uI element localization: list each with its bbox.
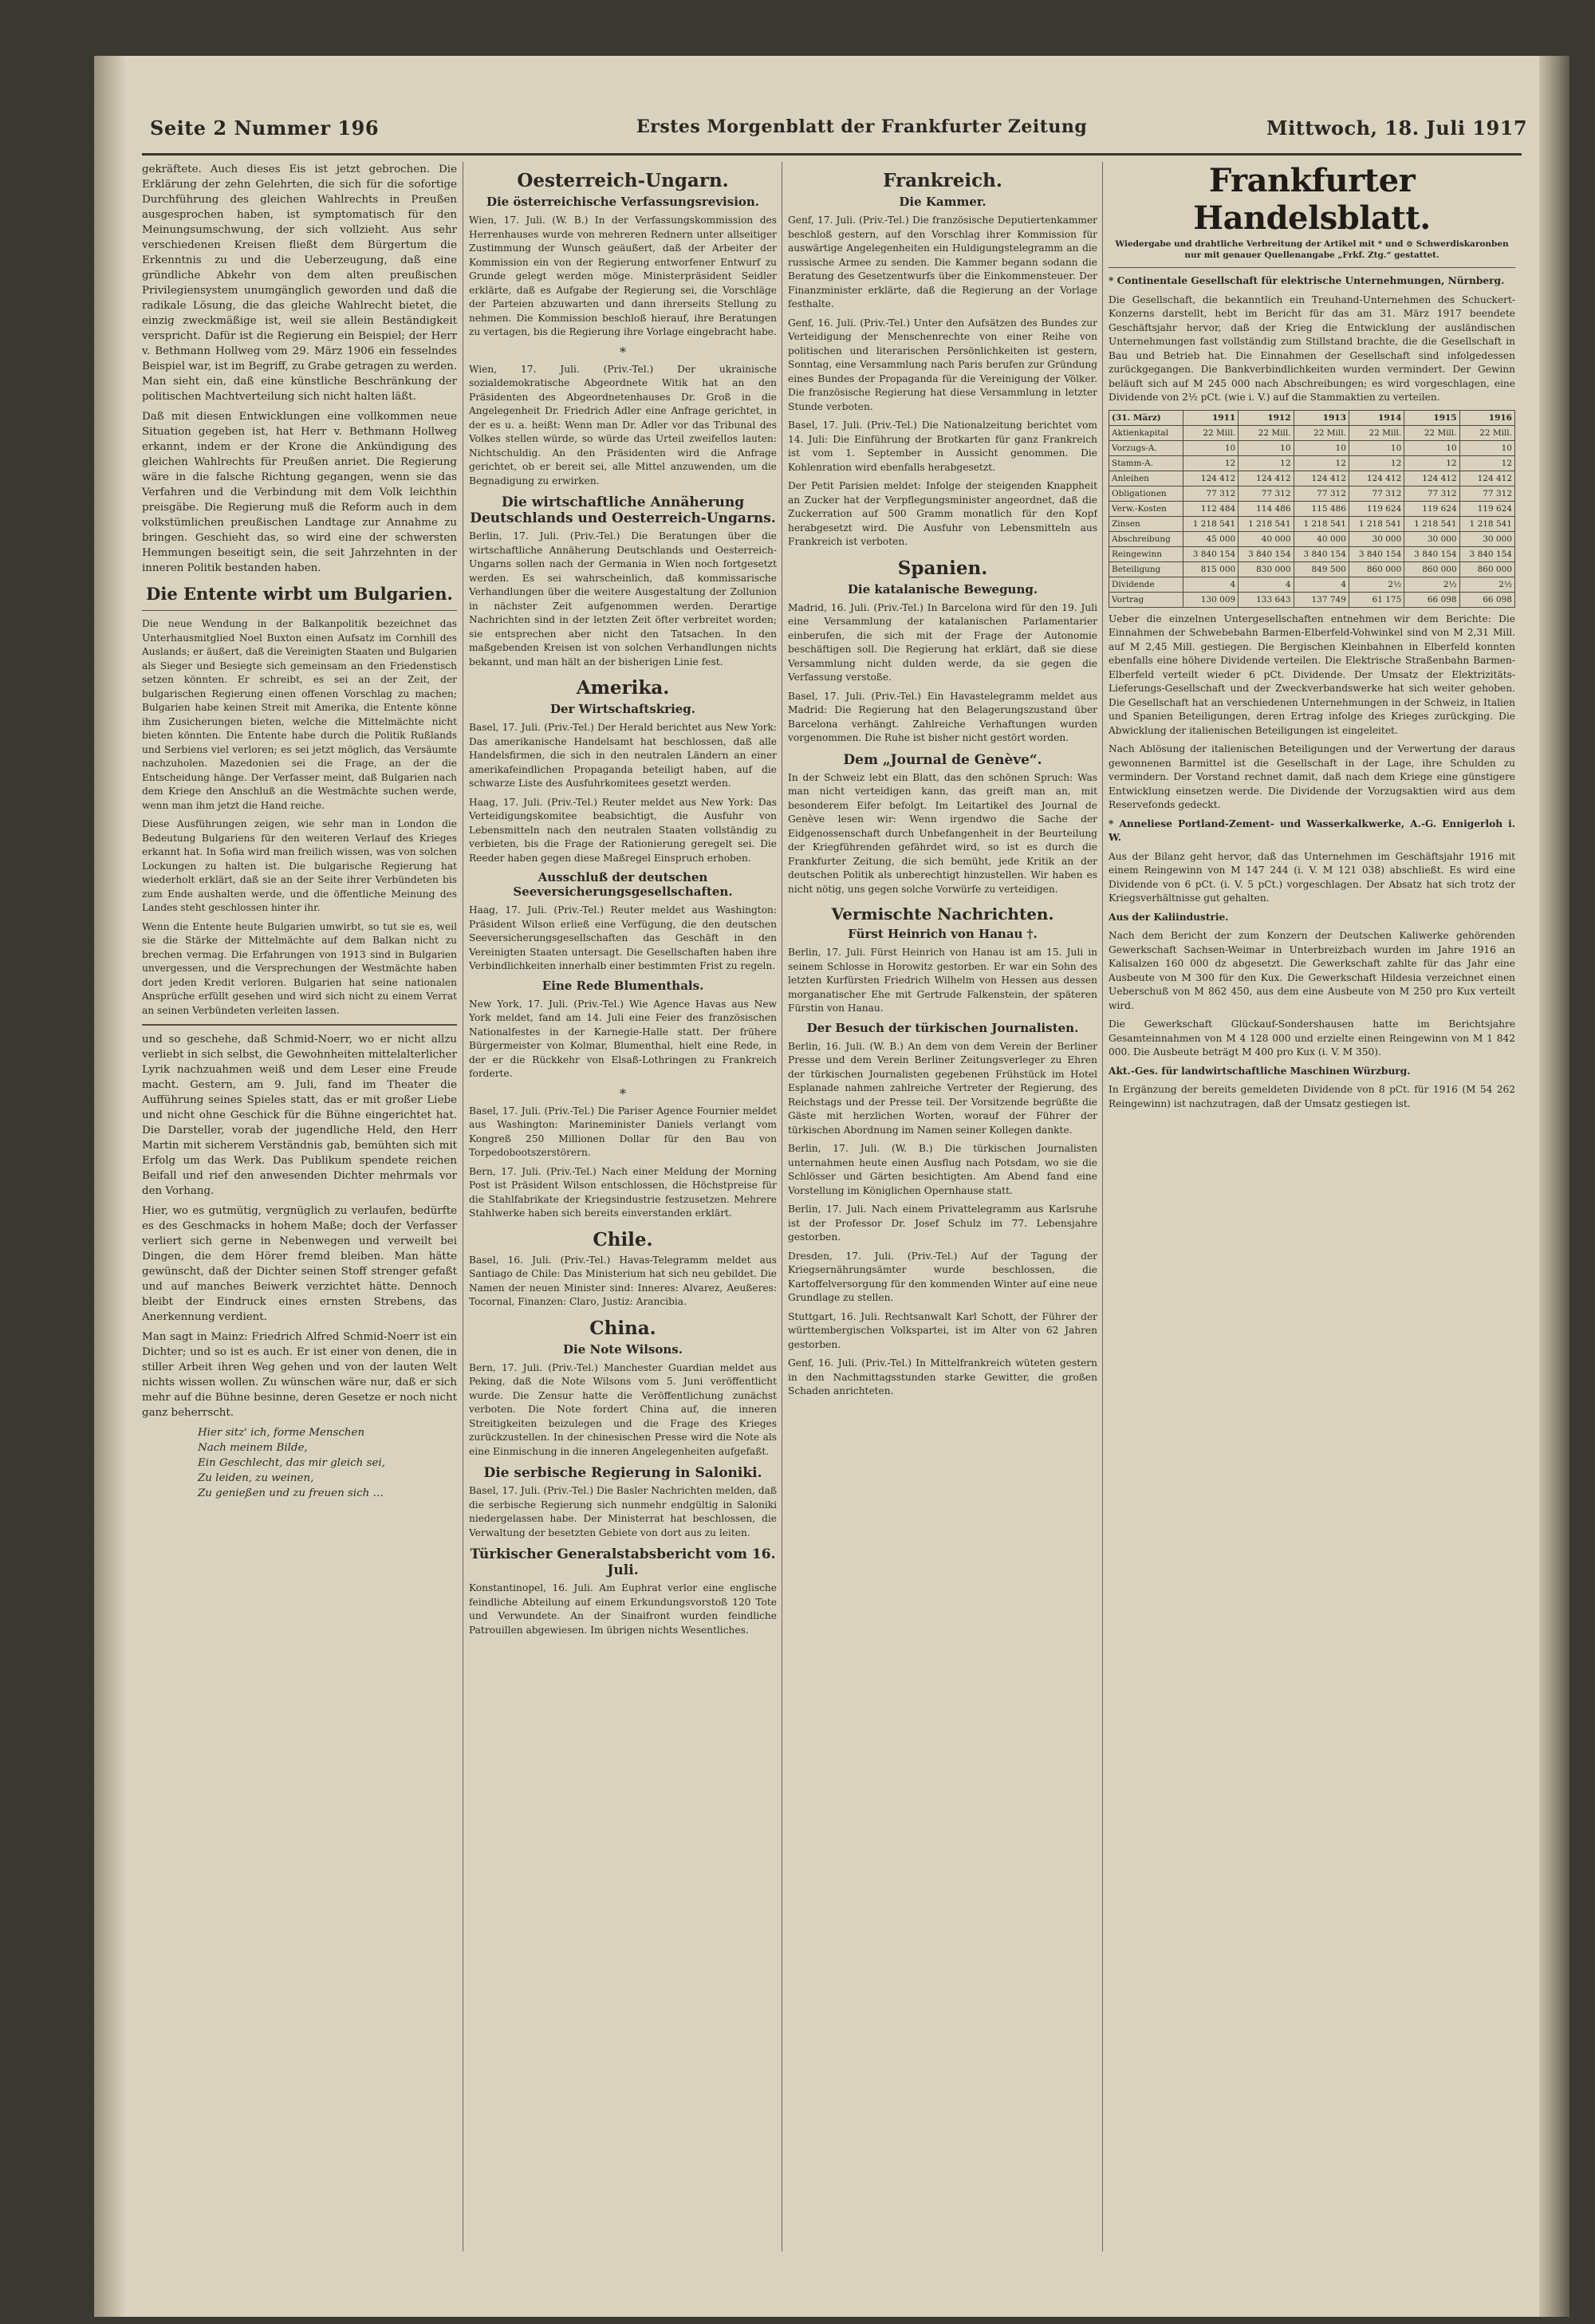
section-heading: Vermischte Nachrichten.: [831, 904, 1054, 924]
header-right: Mittwoch, 18. Juli 1917: [1266, 116, 1528, 140]
table-cell: 114 486: [1239, 501, 1294, 516]
page-edge: [1539, 56, 1569, 2317]
table-cell: 4: [1183, 577, 1238, 592]
table-cell: 4: [1294, 577, 1349, 592]
handelsblatt-title: Frankfurter Handelsblatt.: [1193, 162, 1431, 237]
table-row: [1109, 516, 1515, 531]
article-text: gekräftete. Auch dieses Eis ist jetzt gebrochen. Die Erklärung der zehn Gelehrten, die sich für die sofortige Durchführung des gleichen Wahlrechts in Preußen ausgesprochen haben, ist symptomatisch für den Meinungsumschwung, der sich vollzieht. Aus sehr verschiedenen Kreisen fließt dem Bürgertum die Erkenntnis zu und die Ueberzeugung, daß eine gründliche Abkehr von dem alten preußischen Privilegiensystem unumgänglich geworden und daß die radikale Lösung, die das gleiche Wahlrecht bietet, die einzig zweckmäßige ist, weil sie allein Beständigkeit verspricht. Dafür ist die Regierung ein Beispiel; der Herr v. Bethmann Hollweg vom 29. März 1906 ein fesselndes Beispiel war, ist im Begriff, zu Grabe getragen zu werden. Man sieht ein, daß eine künstliche Beschränkung der politischen Machtverteilung sich nicht halten läßt.: [142, 163, 457, 403]
feuilleton-text: Man sagt in Mainz: Friedrich Alfred Schmid-Noerr ist ein Dichter; und so ist es auch. Er ist einer von denen, die in stiller Arbeit ihren Weg gehen und von der lauten Welt nichts wissen wollen. Zu wünschen wäre nur, daß er sich mehr auf die Bühne besinne, deren Gesetze er noch nicht ganz beherrscht.: [142, 1331, 457, 1419]
table-cell: 124 412: [1459, 471, 1514, 486]
table-cell: 1 218 541: [1459, 516, 1514, 531]
table-cell: 130 009: [1183, 592, 1238, 607]
header-left: Seite 2 Nummer 196: [150, 116, 380, 140]
article-text: New York, 17. Juli. (Priv.-Tel.) Wie Agence Havas aus New York meldet, fand am 14. Juli eine Feier des französischen Nationalfestes in der Karnegie-Halle statt. Der frühere Bürgermeister von Kolmar, Blumenthal, hielt eine Rede, in der er die Rückkehr von Elsaß-Lothringen zu Frankreich forderte.: [469, 998, 777, 1079]
table-cell: 830 000: [1239, 561, 1294, 577]
article-text: Aus der Bilanz geht hervor, daß das Unternehmen im Geschäftsjahr 1916 mit einem Reingewinn von M 147 244 (i. V. M 121 038) abschließt. Es wird eine Dividende von 6 pCt. (i. V. 5 pCt.) vorgeschlagen. Der Absatz hat sich trotz der Kriegsverhältnisse gut gehalten.: [1109, 850, 1515, 904]
article-text: Basel, 17. Juli. (Priv.-Tel.) Die Basler Nachrichten melden, daß die serbische Regierung sich nunmehr endgültig in Saloniki niedergelassen habe. Der Ministerrat hat beschlossen, die Verwaltung der besetzten Gebiete von dort aus zu leiten.: [469, 1485, 777, 1538]
table-cell: 40 000: [1294, 531, 1349, 546]
article-text: Die Gewerkschaft Glückauf-Sondershausen hatte im Berichtsjahre Gesamteinnahmen von M 4 128 000 und erzielte einen Reingewinn von M 1 842 000. Die Ausbeute beträgt M 400 pro Kux (i. V. M 350).: [1109, 1018, 1515, 1058]
table-cell: 22 Mill.: [1294, 425, 1349, 440]
subheading: Fürst Heinrich von Hanau †.: [848, 927, 1038, 941]
table-cell: 10: [1404, 440, 1459, 455]
table-cell: Vortrag: [1109, 592, 1183, 607]
table-cell: 77 312: [1404, 486, 1459, 501]
article-text: Berlin, 17. Juli. Nach einem Privattelegramm aus Karlsruhe ist der Professor Dr. Josef Schulz im 77. Lebensjahre gestorben.: [788, 1203, 1097, 1243]
table-cell: 119 624: [1404, 501, 1459, 516]
table-cell: 860 000: [1459, 561, 1514, 577]
subheading: Der Wirtschaftskrieg.: [549, 702, 696, 716]
table-row: [1109, 425, 1515, 440]
table-header-cell: (31. März): [1109, 410, 1183, 425]
article-text: Stuttgart, 16. Juli. Rechtsanwalt Karl Schott, der Führer der württembergischen Volkspartei, ist im Alter von 62 Jahren gestorben.: [788, 1310, 1097, 1350]
table-cell: 2½: [1459, 577, 1514, 592]
article-text: Die Gesellschaft, die bekanntlich ein Treuhand-Unternehmen des Schuckert-Konzerns darstellt, hebt im Bericht für das am 31. März 1917 beendete Geschäftsjahr hervor, daß der Krieg die Entwicklung der ausländischen Unternehmungen fast vollständig zum Stillstand brachte, die die Gesellschaft in Bau und Betrieb hat. Die Einnahmen der Gesellschaft sind infolgedessen zurückgegangen. Die Bankverbindlichkeiten wurden vermindert. Der Gewinn beläuft sich auf M 245 000 nach Abschreibungen; es wird vorgeschlagen, eine Dividende von 2½ pCt. (wie i. V.) auf die Stammaktien zu verteilen.: [1109, 293, 1515, 403]
table-cell: 124 412: [1183, 471, 1238, 486]
article-text: Basel, 17. Juli. (Priv.-Tel.) Die Nationalzeitung berichtet vom 14. Juli: Die Einführung der Brotkarten für ganz Frankreich ist vom 1. September in Aussicht genommen. Die Kohlenration wird ebenfalls herabgesetzt.: [788, 420, 1097, 473]
article-text: Ueber die einzelnen Untergesellschaften entnehmen wir dem Berichte: Die Einnahmen der Schwebebahn Barmen-Elberfeld-Vohwinkel sind von M 2,31 Mill. auf M 2,45 Mill. gestiegen. Die Bergischen Kleinbahnen in Elberfeld konnten ebenfalls eine höhere Dividende verteilen. Die Elektrische Straßenbahn Barmen-Elberfeld verteilt wieder 6 pCt. Dividende. Der Umsatz der Elektrizitäts-Lieferungs-Gesellschaft und der Zweckverbandswerke hat sich weiter gehoben. Die Gesellschaft hat an verschiedenen Unternehmungen in der Schweiz, in Italien und Spanien Beteiligungen, deren Ertrag infolge des Krieges zurückging. Die Abwicklung der italienischen Beteiligungen ist eingeleitet.: [1109, 613, 1515, 736]
table-row: [1109, 501, 1515, 516]
table-cell: 12: [1239, 455, 1294, 471]
table-cell: 3 840 154: [1294, 546, 1349, 561]
table-cell: 77 312: [1349, 486, 1404, 501]
table-cell: 137 749: [1294, 592, 1349, 607]
separator: [142, 610, 457, 611]
feuilleton-text: Hier, wo es gutmütig, vergnüglich zu verlaufen, bedürfte es des Geschmacks in hohem Maße; doch der Verfasser verliert sich gerne in Nebenwegen und verweilt bei Dingen, die dem Hörer fremd bleiben. Man hätte gewünscht, daß der Dichter seinen Stoff strenger gefaßt und auf manches Beiwerk verzichtet hätte. Dennoch bleibt der Eindruck eines ernsten Strebens, das Anerkennung verdient.: [142, 1205, 457, 1323]
article-heading: Die serbische Regierung in Saloniki.: [483, 1465, 762, 1481]
table-cell: 1 218 541: [1404, 516, 1459, 531]
table-row: [1109, 531, 1515, 546]
header-rule: [142, 153, 1522, 156]
table-cell: 77 312: [1239, 486, 1294, 501]
article-text: Diese Ausführungen zeigen, wie sehr man in London die Bedeutung Bulgariens für den weiteren Verlauf des Krieges erkannt hat. In Sofia wird man freilich wissen, was von solchen Lockungen zu halten ist. Die bulgarische Regierung hat wiederholt erklärt, daß sie an der Seite ihrer Verbündeten bis zum Ende aushalten werde, und die öffentliche Meinung des Landes steht geschlossen hinter ihr.: [142, 818, 457, 913]
verse-line: Nach meinem Bilde,: [198, 1442, 308, 1454]
column-4-handelsblatt: [1109, 162, 1515, 2251]
article-text: Haag, 17. Juli. (Priv.-Tel.) Reuter meldet aus Washington: Präsident Wilson erließ eine Verfügung, die den deutschen Seeversicherungsgesellschaften das Geschäft in den Vereinigten Staaten untersagt. Die Gesellschaften haben ihre Verbindlichkeiten innerhalb einer bestimmten Frist zu regeln.: [469, 904, 777, 971]
table-row: [1109, 455, 1515, 471]
table-cell: 1 218 541: [1294, 516, 1349, 531]
table-cell: 66 098: [1404, 592, 1459, 607]
table-cell: 3 840 154: [1349, 546, 1404, 561]
verse-line: Zu leiden, zu weinen,: [198, 1472, 314, 1484]
table-header-cell: 1914: [1349, 410, 1404, 425]
company-heading: * Anneliese Portland-Zement- und Wasserkalkwerke, A.-G. Ennigerloh i. W.: [1109, 817, 1515, 843]
verse-line: Hier sitz' ich, forme Menschen: [198, 1427, 365, 1439]
article-heading: Die wirtschaftliche Annäherung Deutschlands und Oesterreich-Ungarns.: [470, 494, 776, 526]
article-text: Genf, 17. Juli. (Priv.-Tel.) Die französische Deputiertenkammer beschloß gestern, auf den Vorschlag ihrer Kommission für auswärtige Angelegenheiten ein Huldigungstelegramm an die russische Armee zu senden. Die Kammer begann sodann die Beratung des Gesetzentwurfs über die Einkommensteuer. Der Finanzminister erklärte, daß die Regierung an der Vorlage festhalte.: [788, 215, 1097, 309]
table-cell: 2½: [1404, 577, 1459, 592]
table-cell: Vorzugs-A.: [1109, 440, 1183, 455]
verse-line: Zu genießen und zu freuen sich …: [198, 1487, 384, 1499]
divider-star: *: [620, 344, 626, 360]
table-cell: 22 Mill.: [1183, 425, 1238, 440]
table-row: [1109, 561, 1515, 577]
article-text: In Ergänzung der bereits gemeldeten Dividende von 8 pCt. für 1916 (M 54 262 Reingewinn) ist nachzutragen, daß der Umsatz gestiegen ist.: [1109, 1084, 1515, 1109]
table-cell: 1 218 541: [1183, 516, 1238, 531]
table-cell: 124 412: [1239, 471, 1294, 486]
table-cell: 10: [1294, 440, 1349, 455]
article-text: Wenn die Entente heute Bulgarien umwirbt, so tut sie es, weil sie die Stärke der Mittelmächte auf dem Balkan nicht zu brechen vermag. Die Erfahrungen von 1913 sind in Bulgarien unvergessen, und die Versprechungen der Westmächte haben dort jeden Kredit verloren. Bulgarien hat seine nationalen Ansprüche erfüllt gesehen und wird sich nicht zu einem Verrat an seinen Verbündeten verleiten lassen.: [142, 920, 457, 1016]
subheading: Der Besuch der türkischen Journalisten.: [806, 1020, 1079, 1035]
table-cell: Anleihen: [1109, 471, 1183, 486]
table-cell: 124 412: [1404, 471, 1459, 486]
table-cell: Dividende: [1109, 577, 1183, 592]
table-header-cell: 1916: [1459, 410, 1514, 425]
article-heading: Die Entente wirbt um Bulgarien.: [146, 584, 453, 604]
table-cell: 12: [1459, 455, 1514, 471]
table-cell: 860 000: [1404, 561, 1459, 577]
subheading: Die österreichische Verfassungsrevision.: [486, 195, 760, 209]
table-cell: 124 412: [1349, 471, 1404, 486]
section-heading: Chile.: [593, 1228, 653, 1251]
table-cell: 1 218 541: [1239, 516, 1294, 531]
table-cell: 2½: [1349, 577, 1404, 592]
article-text: Nach dem Bericht der zum Konzern der Deutschen Kaliwerke gehörenden Gewerkschaft Sachsen-Weimar in Unterbreizbach wurden im Jahre 1916 an Kalisalzen 160 000 dz abgesetzt. Die Gewerkschaft zahlte für das Jahr eine Ausbeute von M 300 für den Kux. Die Gewerkschaft Hildesia verzeichnet einen Ueberschuß von M 862 450, aus dem eine Ausbeute von M 250 pro Kux verteilt wird.: [1109, 930, 1515, 1011]
table-cell: 119 624: [1349, 501, 1404, 516]
article-text: Basel, 17. Juli. (Priv.-Tel.) Der Herald berichtet aus New York: Das amerikanische Handelsamt hat beschlossen, daß alle Handelsfirmen, die sich in den neutralen Ländern an einer amerikafeindlichen Propaganda beteiligt haben, auf die schwarze Liste des Ausfuhrkomitees gesetzt werden.: [469, 722, 777, 789]
table-cell: 10: [1349, 440, 1404, 455]
table-cell: 849 500: [1294, 561, 1349, 577]
section-heading: Frankreich.: [883, 170, 1002, 191]
separator: [1109, 267, 1515, 268]
table-cell: 30 000: [1349, 531, 1404, 546]
table-cell: 815 000: [1183, 561, 1238, 577]
article-text: Der Petit Parisien meldet: Infolge der steigenden Knappheit an Zucker hat der Verpflegungsminister angeordnet, daß die Zuckerration auf 500 Gramm monatlich für den Kopf herabgesetzt wird. Die Ausfuhr von Lebensmitteln aus Frankreich ist verboten.: [788, 480, 1097, 547]
article-text: Berlin, 17. Juli. Fürst Heinrich von Hanau ist am 15. Juli in seinem Schlosse in Horowitz gestorben. Er war ein Sohn des letzten Kurfürsten Friedrich Wilhelm von Hessen aus dessen morganatischer Ehe mit Gertrude Falkenstein, der späteren Fürstin von Hanau.: [788, 947, 1097, 1014]
article-text: Basel, 17. Juli. (Priv.-Tel.) Die Pariser Agence Fournier meldet aus Washington: Marineminister Daniels verlangt vom Kongreß 250 Millionen Dollar für den Bau von Torpedobootszerstörern.: [469, 1105, 777, 1158]
table-cell: 66 098: [1459, 592, 1514, 607]
company-heading: * Continentale Gesellschaft für elektrische Unternehmungen, Nürnberg.: [1109, 275, 1505, 286]
table-cell: 77 312: [1294, 486, 1349, 501]
table-cell: 12: [1349, 455, 1404, 471]
table-cell: 12: [1294, 455, 1349, 471]
table-cell: 4: [1239, 577, 1294, 592]
table-cell: 77 312: [1183, 486, 1238, 501]
reprint-note: Wiedergabe und drahtliche Verbreitung der Artikel mit * und ⊙ Schwerdiskaronben nur mit genauer Quellenangabe „Frkf. Ztg.“ gestattet.: [1115, 239, 1509, 260]
article-text: Daß mit diesen Entwicklungen eine vollkommen neue Situation gegeben ist, hat Herr v. Bethmann Hollweg erkannt, indem er der Krone die Ankündigung des gleichen Wahlrechts für Preußen anriet. Die Regierung wäre in die falsche Richtung gegangen, wenn sie das Verfahren und die Verbindung mit dem Volk leichthin preisgäbe. Die Regierung muß die Reform auch in dem volkstümlichen preußischen Landtage zur Annahme zu bringen. Geschieht das, so wird eine der schwersten Hemmungen beseitigt sein, die seit Jahrzehnten in der inneren Politik bestanden haben.: [142, 411, 457, 574]
feuilleton-rule: [142, 1024, 457, 1026]
article-text: Madrid, 16. Juli. (Priv.-Tel.) In Barcelona wird für den 19. Juli eine Versammlung der katalanischen Parlamentarier einberufen, die sich mit der Frage der Autonomie beschäftigen soll. Die Regierung hat erklärt, daß sie diese Versammlung nicht dulden werde, da sie gegen die Verfassung verstoße.: [788, 601, 1097, 683]
subheading: Die Note Wilsons.: [563, 1341, 683, 1357]
divider-star: *: [620, 1085, 626, 1101]
table-row: [1109, 471, 1515, 486]
subheading: Die katalanische Bewegung.: [847, 581, 1038, 597]
article-heading: Türkischer Generalstabsbericht vom 16. Juli.: [470, 1546, 776, 1578]
article-text: Dresden, 17. Juli. (Priv.-Tel.) Auf der Tagung der Kriegsernährungsämter wurde beschlossen, die Kartoffelversorgung für den kommenden Winter auf eine neue Grundlage zu stellen.: [788, 1250, 1097, 1303]
table-cell: 115 486: [1294, 501, 1349, 516]
table-cell: Abschreibung: [1109, 531, 1183, 546]
table-cell: 22 Mill.: [1349, 425, 1404, 440]
article-text: Berlin, 17. Juli. (Priv.-Tel.) Die Beratungen über die wirtschaftliche Annäherung Deutschlands und Oesterreich-Ungarns sollen nach der Germania in Wien noch fortgesetzt werden. Es sei wahrscheinlich, daß kommissarische Verhandlungen über die weitere Ausgestaltung der Zollunion in nächster Zeit aufgenommen werden. Derartige Nachrichten sind in der letzten Zeit öfter verbreitet worden; sie entsprechen aber nicht den Tatsachen. In den maßgebenden Kreisen ist von solchen Verhandlungen nichts bekannt, und man hält an der bisherigen Linie fest.: [469, 530, 777, 668]
subheading: Die Kammer.: [899, 195, 987, 209]
article-text: Wien, 17. Juli. (W. B.) In der Verfassungskommission des Herrenhauses wurde von mehreren Rednern unter allseitiger Zustimmung der Wunsch geäußert, daß der Arbeiter der Kommission ein von der Regierung entworfener Entwurf zu Grunde gelegt werden möge. Ministerpräsident Seidler erklärte, daß es Aufgabe der Regierung sei, die Vorschläge der Parteien abzuwarten und dann ihrerseits Stellung zu nehmen. Die Kommission beschloß hierauf, ihre Beratungen zu vertagen, bis die Regierung ihre Vorlage eingebracht habe.: [469, 215, 777, 337]
article-text: Nach Ablösung der italienischen Beteiligungen und der Verwertung der daraus gewonnenen Barmittel ist die Gesellschaft in der Lage, ihre Schulden zu vermindern. Der Vorstand rechnet damit, daß nach dem Kriege eine günstigere Entwicklung einsetzen werde. Die Dividende der Vorzugsaktien wird aus dem Reservefonds gedeckt.: [1109, 743, 1515, 810]
table-cell: 12: [1404, 455, 1459, 471]
table-cell: 30 000: [1404, 531, 1459, 546]
table-cell: 30 000: [1459, 531, 1514, 546]
article-heading: Dem „Journal de Genève“.: [843, 751, 1042, 768]
table-cell: Reingewinn: [1109, 546, 1183, 561]
column-1: [142, 162, 457, 2251]
table-cell: Zinsen: [1109, 516, 1183, 531]
table-header-cell: 1912: [1239, 410, 1294, 425]
table-cell: 61 175: [1349, 592, 1404, 607]
table-cell: 133 643: [1239, 592, 1294, 607]
article-text: Berlin, 16. Juli. (W. B.) An dem von dem Verein der Berliner Presse und dem Verein Berliner Zeitungsverleger zu Ehren der türkischen Journalisten gegebenen Frühstück im Hotel Esplanade nahmen zahlreiche Vertreter der Regierung, des Reichstags und der Presse teil. Der Vorsitzende begrüßte die Gäste mit herzlichen Worten, worauf der Führer der türkischen Abordnung im Namen seiner Kollegen dankte.: [788, 1040, 1097, 1136]
table-cell: 10: [1239, 440, 1294, 455]
table-cell: 860 000: [1349, 561, 1404, 577]
table-cell: 10: [1459, 440, 1514, 455]
table-header-cell: 1915: [1404, 410, 1459, 425]
table-cell: 77 312: [1459, 486, 1514, 501]
table-cell: 22 Mill.: [1404, 425, 1459, 440]
table-cell: Verw.-Kosten: [1109, 501, 1183, 516]
table-cell: 3 840 154: [1459, 546, 1514, 561]
article-text: Die neue Wendung in der Balkanpolitik bezeichnet das Unterhausmitglied Noel Buxton einen Aufsatz im Cornhill des Auslands; er äußert, daß die Vereinigten Staaten und Bulgarien als Sieger und Besiegte sich gemeinsam an den Friedenstisch setzen könnten. Er schreibt, es sei an der Zeit, der bulgarischen Regierung einen offenen Vorschlag zu machen; Bulgarien habe keinen Streit mit Amerika, die Entente könne ihm Zusicherungen bieten, welche die Mittelmächte nicht bieten könnten. Die Entente habe durch die Politik Rußlands und Serbiens viel verloren; es sei jetzt möglich, das Versäumte nachzuholen. Mazedonien sei die Frage, an der die Entscheidung hänge. Der Verfasser meint, daß Bulgarien nach dem Kriege den Anschluß an die Westmächte suchen werde, wenn man ihm jetzt die Hand reiche.: [142, 618, 457, 811]
table-cell: Aktienkapital: [1109, 425, 1183, 440]
table-cell: 22 Mill.: [1239, 425, 1294, 440]
table-cell: 40 000: [1239, 531, 1294, 546]
article-text: Wien, 17. Juli. (Priv.-Tel.) Der ukrainische sozialdemokratische Abgeordnete Witik hat an den Präsidenten des Abgeordnetenhauses Dr. Groß in die Angelegenheit Dr. Friedrich Adler eine Anfrage gerichtet, in der es u. a. heißt: Wenn man Dr. Adler vor das Tribunal des Volkes stellen würde, so würde das Urteil zweifellos lauten: Nichtschuldig. An den Präsidenten wird die Anfrage gerichtet, ob er bereit sei, alle Mittel anzuwenden, um die Begnadigung zu erwirken.: [469, 363, 777, 486]
section-heading: Amerika.: [576, 677, 670, 699]
newspaper-page: [94, 56, 1569, 2317]
table-cell: 3 840 154: [1183, 546, 1238, 561]
table-cell: Obligationen: [1109, 486, 1183, 501]
verse-line: Ein Geschlecht, das mir gleich sei,: [198, 1457, 385, 1469]
table-row: [1109, 577, 1515, 592]
page-gutter: [94, 56, 126, 2317]
financial-table: [1109, 410, 1515, 608]
table-row: [1109, 592, 1515, 607]
subheading: Eine Rede Blumenthals.: [542, 978, 704, 993]
table-cell: 10: [1183, 440, 1238, 455]
column-2: [469, 162, 777, 2251]
article-text: Genf, 16. Juli. (Priv.-Tel.) In Mittelfrankreich wüteten gestern in den Nachmittagsstunden starke Gewitter, die großen Schaden anrichteten.: [788, 1357, 1097, 1396]
table-cell: 3 840 154: [1239, 546, 1294, 561]
table-cell: 119 624: [1459, 501, 1514, 516]
header-center: Erstes Morgenblatt der Frankfurter Zeitung: [636, 116, 1088, 137]
feuilleton-text: und so geschehe, daß Schmid-Noerr, wo er nicht allzu verliebt in sich selbst, die Gewohnheiten mittelalterlicher Lyrik nachzuahmen weiß und dem Leser eine Freude macht. Gestern, am 9. Juli, fand im Theater die Aufführung seines Spieles statt, das er mit großer Liebe und nicht ohne Geschick für die Bühne eingerichtet hat. Die Darsteller, vorab der jugendliche Held, den Herr Martin mit sicherem Verständnis gab, bemühten sich mit Erfolg um das Werk. Das Publikum spendete reichen Beifall und rief den anwesenden Dichter mehrmals vor den Vorhang.: [142, 1034, 457, 1197]
article-text: Genf, 16. Juli. (Priv.-Tel.) Unter den Aufsätzen des Bundes zur Verteidigung der Menschenrechte von einer Reihe von politischen und literarischen Persönlichkeiten ist gestern, Sonntag, eine Versammlung nach Paris berufen zur Gründung eines Bundes der Propaganda für die Vereinigung der Völker. Die französische Regierung hat diese Versammlung in letzter Stunde verboten.: [788, 317, 1097, 412]
table-cell: Stamm-A.: [1109, 455, 1183, 471]
article-text: Berlin, 17. Juli. (W. B.) Die türkischen Journalisten unternahmen heute einen Ausflug nach Potsdam, wo sie die Schlösser und Gärten besichtigten. Am Abend fand eine Vorstellung im Königlichen Opernhause statt.: [788, 1143, 1097, 1196]
section-heading: Spanien.: [897, 557, 988, 579]
table-cell: 22 Mill.: [1459, 425, 1514, 440]
section-subheading: Aus der Kaliindustrie.: [1109, 911, 1229, 923]
article-text: Bern, 17. Juli. (Priv.-Tel.) Nach einer Meldung der Morning Post ist Präsident Wilson entschlossen, die Höchstpreise für die Stahlfabrikate der Kriegsindustrie festzusetzen. Mehrere Stahlwerke haben sich bereits einverstanden erklärt.: [469, 1165, 777, 1219]
table-cell: Beteiligung: [1109, 561, 1183, 577]
table-cell: 1 218 541: [1349, 516, 1404, 531]
table-row: [1109, 546, 1515, 561]
subheading: Ausschluß der deutschen Seeversicherungsgesellschaften.: [513, 870, 733, 899]
table-cell: 12: [1183, 455, 1238, 471]
article-text: Basel, 17. Juli. (Priv.-Tel.) Ein Havastelegramm meldet aus Madrid: Die Regierung hat den Belagerungszustand über Barcelona verhängt. Zahlreiche Verhaftungen wurden vorgenommen. Die Ruhe ist bisher nicht gestört worden.: [788, 690, 1097, 743]
column-rule: [1102, 162, 1103, 2251]
article-text: Bern, 17. Juli. (Priv.-Tel.) Manchester Guardian meldet aus Peking, daß die Note Wilsons vom 5. Juni veröffentlicht wurde. Die Zensur hatte die Veröffentlichung zunächst verboten. Die Note fordert China auf, die inneren Streitigkeiten beizulegen und die Frage des Krieges zurückzustellen. In der chinesischen Presse wird die Note als eine Einmischung in die inneren Angelegenheiten aufgefaßt.: [469, 1361, 777, 1457]
table-cell: 124 412: [1294, 471, 1349, 486]
section-heading: Oesterreich-Ungarn.: [517, 170, 729, 191]
table-cell: 112 484: [1183, 501, 1238, 516]
article-text: Konstantinopel, 16. Juli. Am Euphrat verlor eine englische feindliche Abteilung auf einem Erkundungsvorstoß 120 Tote und Verwundete. An der Sinaifront wurden feindliche Patrouillen abgewiesen. Im übrigen nichts Wesentliches.: [469, 1582, 777, 1636]
table-row: [1109, 440, 1515, 455]
table-row: [1109, 486, 1515, 501]
table-cell: 3 840 154: [1404, 546, 1459, 561]
table-cell: 45 000: [1183, 531, 1238, 546]
section-heading: China.: [589, 1317, 656, 1339]
table-header-cell: 1913: [1294, 410, 1349, 425]
table-header-cell: 1911: [1183, 410, 1238, 425]
column-3: [788, 162, 1097, 2251]
article-text: Haag, 17. Juli. (Priv.-Tel.) Reuter meldet aus New York: Das Verteidigungskomitee beabsichtigt, die Ausfuhr von Lebensmitteln nach den neutralen Staaten vollständig zu verbieten, bis die Frage der Rationierung geregelt sei. Die Reeder haben gegen diese Maßregel Einspruch erhoben.: [469, 796, 777, 864]
company-heading: Akt.-Ges. für landwirtschaftliche Maschinen Würzburg.: [1109, 1065, 1411, 1077]
article-text: Basel, 16. Juli. (Priv.-Tel.) Havas-Telegramm meldet aus Santiago de Chile: Das Ministerium hat sich neu gebildet. Die Namen der neuen Minister sind: Inneres: Alvarez, Aeußeres: Tocornal, Finanzen: Claro, Justiz: Arancibia.: [469, 1254, 777, 1307]
article-text: In der Schweiz lebt ein Blatt, das den schönen Spruch: Was man nicht verteidigen kann, das greift man an, mit besonderem Eifer befolgt. Im Leitartikel des Journal de Genève lesen wir: Wenn irgendwo die Sache der Eidgenossenschaft durch Unbefangenheit in der Beurteilung der Kriegführenden gefährdet wird, so ist es durch die Frankfurter Zeitung, die sich bemüht, jede Kritik an der deutschen Politik als unberechtigt hinzustellen. Wir haben es nicht nötig, uns gegen solche Vorwürfe zu verteidigen.: [788, 771, 1097, 895]
